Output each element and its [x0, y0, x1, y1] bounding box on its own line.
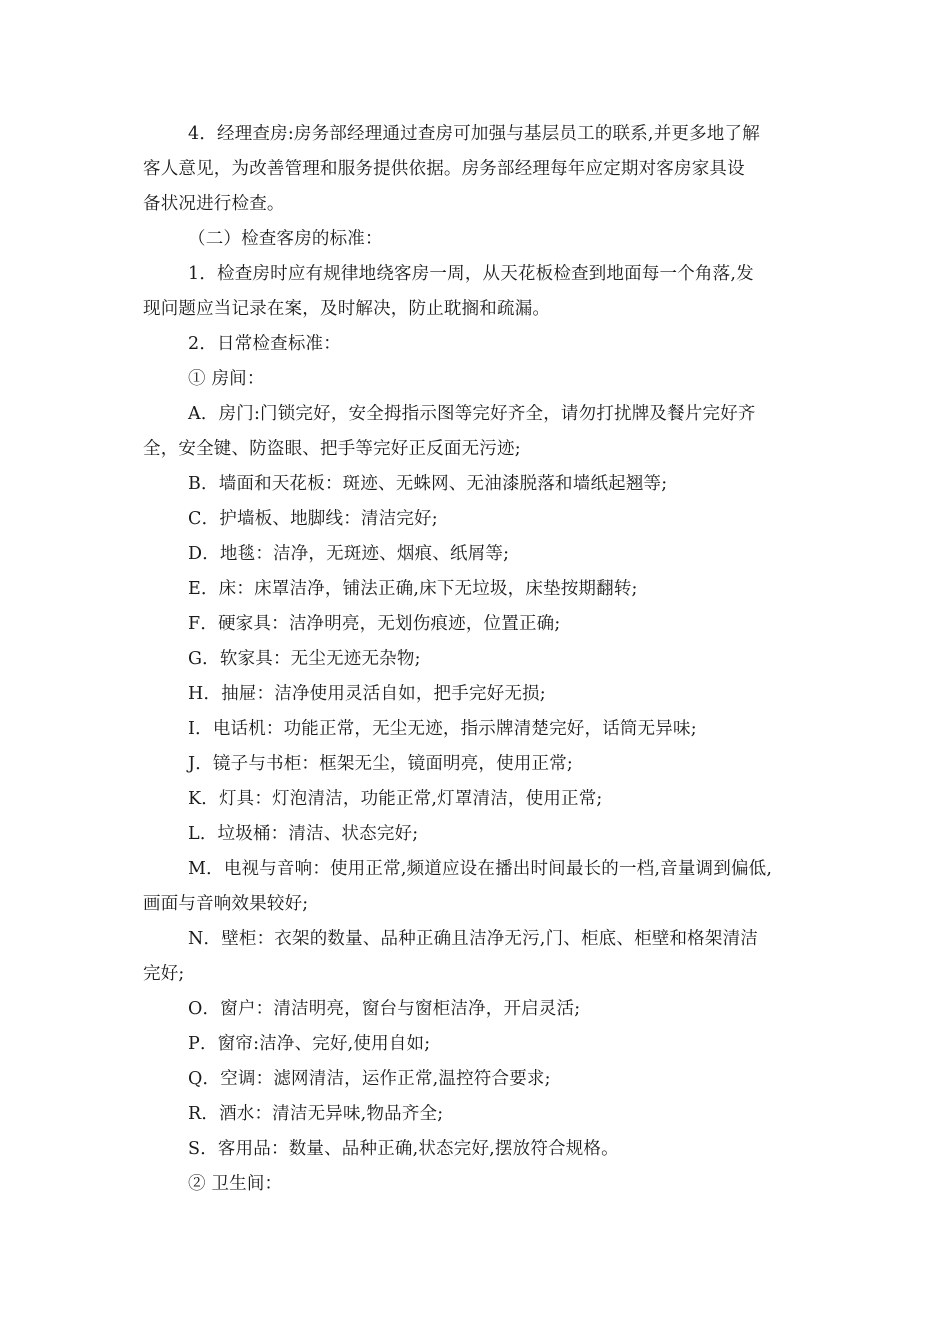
subheading-bathroom: ② 卫生间： — [188, 1174, 283, 1194]
item-s-guest-supplies: S．客用品：数量、品种正确,状态完好,摆放符合规格。 — [188, 1139, 619, 1159]
item-f-hard-furniture: F．硬家具：洁净明亮，无划伤痕迹，位置正确; — [188, 614, 561, 634]
subheading-room: ① 房间： — [188, 369, 265, 389]
item-l-trash-bin: L．垃圾桶：清洁、状态完好; — [188, 824, 419, 844]
item-r-beverages: R．酒水：清洁无异味,物品齐全; — [188, 1104, 444, 1124]
section-heading-inspection-standards: （二）检查客房的标准： — [188, 229, 383, 249]
item-c-wainscot-baseboard: C．护墙板、地脚线：清洁完好; — [188, 509, 438, 529]
paragraph-manager-inspection-line-3: 备状况进行检查。 — [143, 194, 285, 214]
item-i-telephone: I．电话机：功能正常，无尘无迹，指示牌清楚完好，话筒无异味; — [188, 719, 697, 739]
item-b-walls-ceiling: B．墙面和天花板：斑迹、无蛛网、无油漆脱落和墙纸起翘等; — [188, 474, 668, 494]
item-d-carpet: D．地毯：洁净，无斑迹、烟痕、纸屑等; — [188, 544, 510, 564]
item-k-lamps: K．灯具：灯泡清洁，功能正常,灯罩清洁，使用正常; — [188, 789, 603, 809]
subheading-daily-standards: 2．日常检查标准： — [188, 334, 341, 354]
item-g-soft-furniture: G．软家具：无尘无迹无杂物; — [188, 649, 421, 669]
item-n-wardrobe-line-1: N．壁柜：衣架的数量、品种正确且洁净无污,门、柜底、柜壁和格架清洁 — [188, 929, 758, 949]
item-p-curtains: P．窗帘:洁净、完好,使用自如; — [188, 1034, 431, 1054]
item-e-bed: E．床：床罩洁净，铺法正确,床下无垃圾，床垫按期翻转; — [188, 579, 638, 599]
paragraph-manager-inspection-line-2: 客人意见，为改善管理和服务提供依据。房务部经理每年应定期对客房家具设 — [143, 159, 745, 179]
item-m-tv-audio-line-1: M．电视与音响：使用正常,频道应设在播出时间最长的一档,音量调到偏低, — [188, 859, 773, 879]
item-o-windows: O．窗户：清洁明亮，窗台与窗柜洁净，开启灵活; — [188, 999, 581, 1019]
item-h-drawers: H．抽屉：洁净使用灵活自如，把手完好无损; — [188, 684, 546, 704]
paragraph-inspection-method-line-2: 现问题应当记录在案，及时解决，防止耽搁和疏漏。 — [143, 299, 551, 319]
item-a-door-line-1: A．房门:门锁完好，安全拇指示图等完好齐全，请勿打扰牌及餐片完好齐 — [188, 404, 756, 424]
item-m-tv-audio-line-2: 画面与音响效果较好; — [143, 894, 309, 914]
document-body — [143, 117, 813, 1202]
item-j-mirror-bookcase: J．镜子与书柜：框架无尘，镜面明亮，使用正常; — [188, 754, 574, 774]
item-n-wardrobe-line-2: 完好; — [143, 964, 185, 984]
paragraph-manager-inspection-line-1: 4．经理查房:房务部经理通过查房可加强与基层员工的联系,并更多地了解 — [188, 124, 760, 144]
item-q-air-conditioner: Q．空调：滤网清洁，运作正常,温控符合要求; — [188, 1069, 551, 1089]
paragraph-inspection-method-line-1: 1．检查房时应有规律地绕客房一周，从天花板检查到地面每一个角落,发 — [188, 264, 754, 284]
item-a-door-line-2: 全，安全键、防盗眼、把手等完好正反面无污迹; — [143, 439, 521, 459]
